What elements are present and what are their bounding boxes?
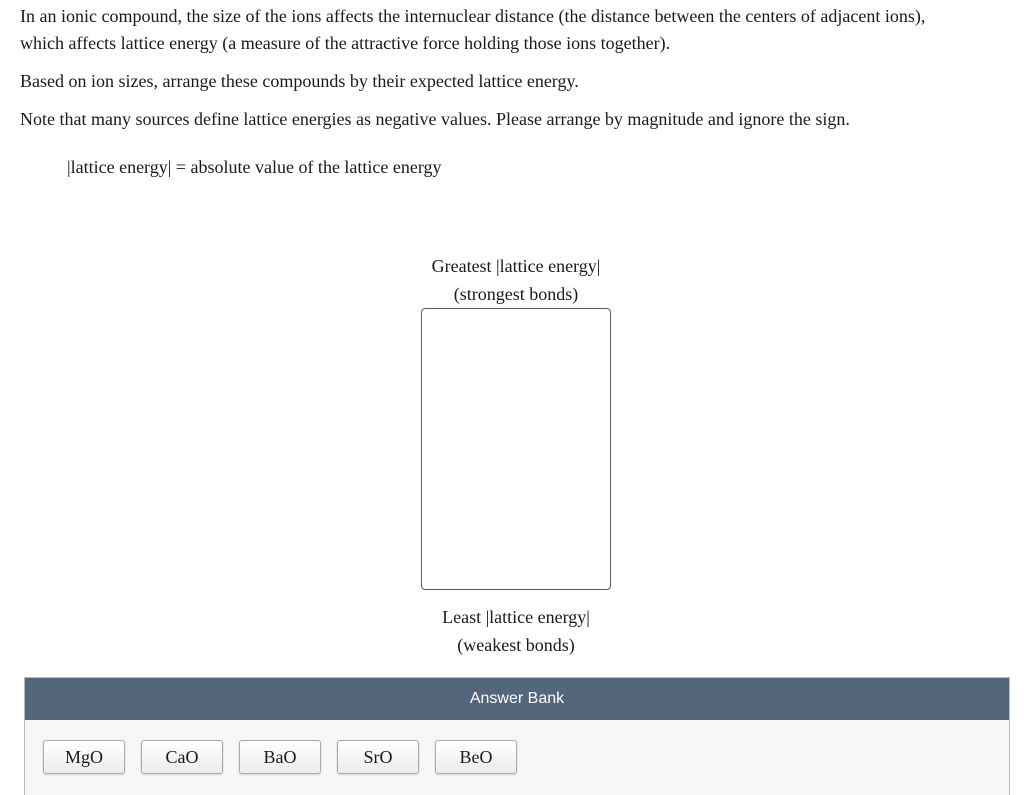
ranking-bottom-label-title: Least |lattice energy| <box>442 607 590 627</box>
ranking-bottom-label <box>416 603 616 659</box>
answer-chip-sro[interactable]: SrO <box>337 740 419 774</box>
question-text-line: In an ionic compound, the size of the ions affects the internuclear distance (the distance between the centers of adjacent ions), <box>20 6 926 26</box>
answer-chip-mgo[interactable]: MgO <box>43 740 125 774</box>
answer-chip-cao[interactable]: CaO <box>141 740 223 774</box>
ranking-drop-zone[interactable] <box>421 308 611 590</box>
answer-chip-beo[interactable]: BeO <box>435 740 517 774</box>
ranking-top-label <box>416 252 616 308</box>
lattice-energy-definition: |lattice energy| = absolute value of the lattice energy <box>67 157 442 177</box>
answer-chip-bao[interactable]: BaO <box>239 740 321 774</box>
ranking-bottom-label-subtitle: (weakest bonds) <box>457 635 575 655</box>
answer-bank-title: Answer Bank <box>25 678 1009 720</box>
question-paragraph-note: Note that many sources define lattice energies as negative values. Please arrange by magnitude and ignore the sign. <box>20 109 850 129</box>
ranking-top-label-subtitle: (strongest bonds) <box>453 284 579 304</box>
ranking-top-label-title: Greatest |lattice energy| <box>431 256 601 276</box>
answer-bank <box>24 677 1010 795</box>
question-text-line: which affects lattice energy (a measure of the attractive force holding those ions together). <box>20 33 671 53</box>
question-paragraph-instruction: Based on ion sizes, arrange these compounds by their expected lattice energy. <box>20 71 579 91</box>
question-paragraph-intro <box>20 3 925 57</box>
